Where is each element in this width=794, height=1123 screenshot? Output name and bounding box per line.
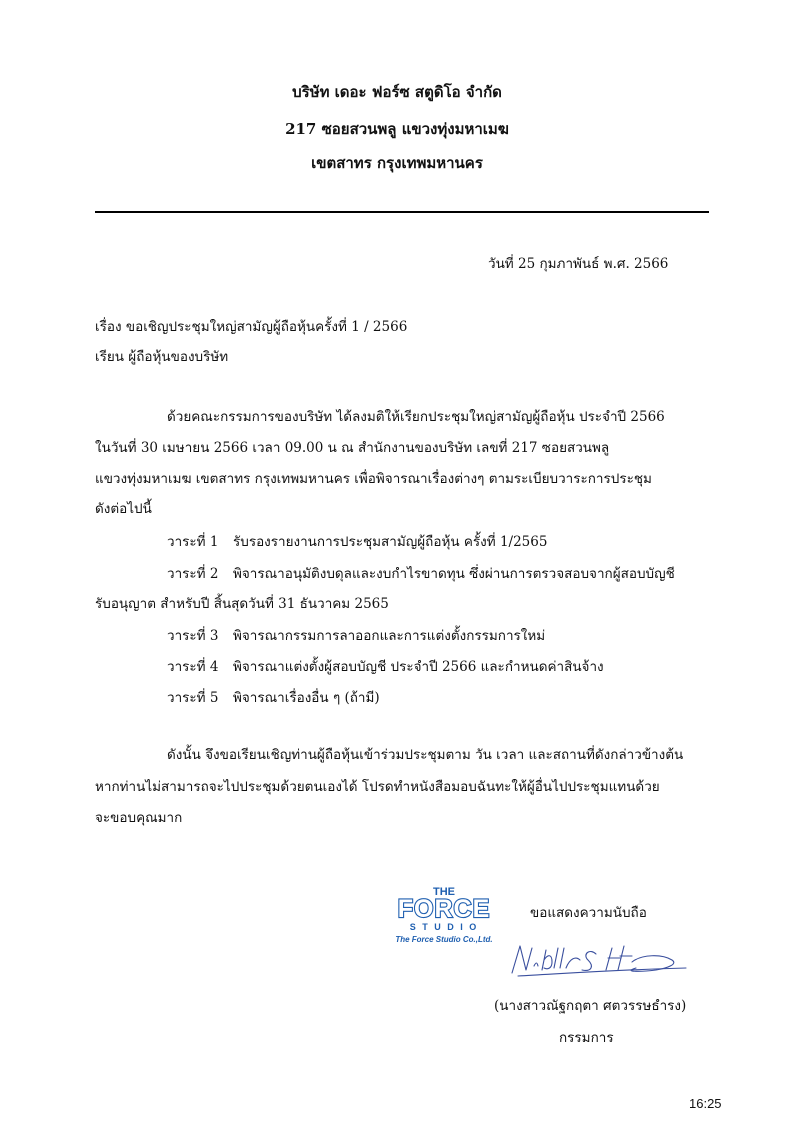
- para2-line: หากท่านไม่สามารถจะไปประชุมด้วยตนเองได้ โปรดทำหนังสือมอบฉันทะให้ผู้อื่นไปประชุมแทนด้วย: [95, 779, 660, 795]
- para1-line: ดังต่อไปนี้: [95, 501, 152, 517]
- agenda-number: วาระที่ 4: [167, 659, 219, 675]
- agenda-text: พิจารณาเรื่องอื่น ๆ (ถ้ามี): [233, 690, 380, 706]
- agenda-number: วาระที่ 1: [167, 534, 219, 550]
- letter-recipient: เรียน ผู้ถือหุ้นของบริษัท: [95, 349, 229, 365]
- company-logo: [381, 884, 507, 946]
- para1-line: ด้วยคณะกรรมการของบริษัท ได้ลงมติให้เรียกประชุมใหญ่สามัญผู้ถือหุ้น ประจำปี 2566: [167, 409, 665, 425]
- svg-text:FORCE: FORCE: [397, 895, 491, 923]
- agenda-text: รับรองรายงานการประชุมสามัญผู้ถือหุ้น ครั้งที่ 1/2565: [233, 534, 548, 550]
- agenda-text-continued: รับอนุญาต สำหรับปี สิ้นสุดวันที่ 31 ธันวาคม 2565: [95, 596, 389, 612]
- agenda-text: พิจารณากรรมการลาออกและการแต่งตั้งกรรมการใหม่: [233, 628, 546, 644]
- svg-text:THE: THE: [433, 886, 455, 898]
- closing-phrase: ขอแสดงความนับถือ: [530, 905, 647, 921]
- agenda-number: วาระที่ 5: [167, 690, 219, 706]
- para1-line: แขวงทุ่งมหาเมฆ เขตสาทร กรุงเทพมหานคร เพื่อพิจารณาเรื่องต่างๆ ตามระเบียบวาระการประชุม: [95, 471, 652, 487]
- signer-title: กรรมการ: [559, 1030, 614, 1046]
- header-rule: [95, 211, 709, 213]
- agenda-text: พิจารณาอนุมัติงบดุลและงบกำไรขาดทุน ซึ่งผ่านการตรวจสอบจากผู้สอบบัญชี: [233, 566, 675, 582]
- para2-line: จะขอบคุณมาก: [95, 810, 183, 826]
- agenda-number: วาระที่ 3: [167, 628, 219, 644]
- agenda-number: วาระที่ 2: [167, 566, 219, 582]
- time-stamp: 16:25: [689, 1096, 722, 1111]
- agenda-text: พิจารณาแต่งตั้งผู้สอบบัญชี ประจำปี 2566 และกำหนดค่าสินจ้าง: [233, 659, 604, 675]
- address-line-2: เขตสาทร กรุงเทพมหานคร: [311, 154, 483, 172]
- letter-date: วันที่ 25 กุมภาพันธ์ พ.ศ. 2566: [488, 256, 669, 272]
- signature: [508, 940, 690, 980]
- para2-line: ดังนั้น จึงขอเรียนเชิญท่านผู้ถือหุ้นเข้าร่วมประชุมตาม วัน เวลา และสถานที่ดังกล่าวข้างต้น: [167, 747, 684, 763]
- svg-text:The Force Studio Co.,Ltd.: The Force Studio Co.,Ltd.: [395, 935, 493, 944]
- para1-line: ในวันที่ 30 เมษายน 2566 เวลา 09.00 น ณ สำนักงานของบริษัท เลขที่ 217 ซอยสวนพลู: [95, 440, 610, 456]
- letter-subject: เรื่อง ขอเชิญประชุมใหญ่สามัญผู้ถือหุ้นครั้งที่ 1 / 2566: [95, 319, 408, 335]
- address-line-1: 217 ซอยสวนพลู แขวงทุ่งมหาเมฆ: [285, 120, 509, 138]
- svg-text:S T U D I O: S T U D I O: [409, 922, 479, 932]
- signer-name: (นางสาวณัฐกฤตา ศตวรรษธำรง): [494, 998, 687, 1014]
- company-name: บริษัท เดอะ ฟอร์ซ สตูดิโอ จำกัด: [292, 83, 502, 101]
